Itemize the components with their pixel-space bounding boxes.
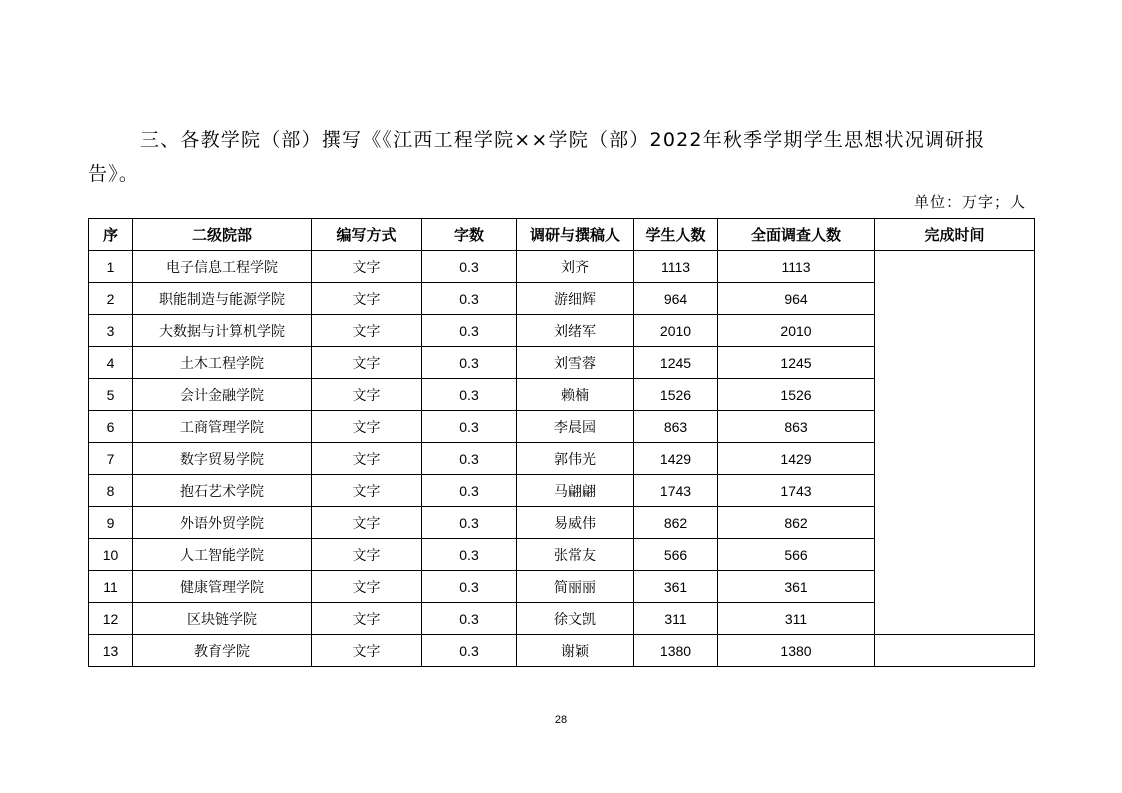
surveyed-count: 1743	[718, 475, 875, 507]
completion-time-cell	[875, 635, 1035, 667]
surveyed-count: 1380	[718, 635, 875, 667]
word-count: 0.3	[422, 411, 517, 443]
surveyed-count: 862	[718, 507, 875, 539]
header-cell: 学生人数	[634, 219, 718, 251]
page-number: 28	[554, 714, 568, 726]
word-count: 0.3	[422, 603, 517, 635]
unit-note: 单位：万字；人	[913, 193, 1026, 211]
row-number: 3	[89, 315, 133, 347]
college-name: 职能制造与能源学院	[133, 283, 312, 315]
word-count: 0.3	[422, 475, 517, 507]
completion-time-cell	[875, 251, 1035, 635]
section-heading: 三、各教学院（部）撰写《《江西工程学院××学院（部）2022年秋季学期学生思想状况调研报告》。	[88, 129, 986, 185]
row-number: 12	[89, 603, 133, 635]
author-name: 易威伟	[517, 507, 634, 539]
row-number: 1	[89, 251, 133, 283]
writing-method: 文字	[312, 379, 422, 411]
college-name: 抱石艺术学院	[133, 475, 312, 507]
surveyed-count: 863	[718, 411, 875, 443]
word-count: 0.3	[422, 251, 517, 283]
college-name: 会计金融学院	[133, 379, 312, 411]
row-number: 13	[89, 635, 133, 667]
author-name: 简丽丽	[517, 571, 634, 603]
author-name: 郭伟光	[517, 443, 634, 475]
surveyed-count: 311	[718, 603, 875, 635]
college-name: 健康管理学院	[133, 571, 312, 603]
word-count: 0.3	[422, 507, 517, 539]
author-name: 刘雪蓉	[517, 347, 634, 379]
row-number: 6	[89, 411, 133, 443]
header-cell: 序	[89, 219, 133, 251]
college-name: 外语外贸学院	[133, 507, 312, 539]
writing-method: 文字	[312, 411, 422, 443]
header-cell: 编写方式	[312, 219, 422, 251]
student-count: 1429	[634, 443, 718, 475]
writing-method: 文字	[312, 539, 422, 571]
college-name: 工商管理学院	[133, 411, 312, 443]
surveyed-count: 566	[718, 539, 875, 571]
word-count: 0.3	[422, 315, 517, 347]
table-row	[89, 635, 1035, 667]
row-number: 5	[89, 379, 133, 411]
row-number: 9	[89, 507, 133, 539]
word-count: 0.3	[422, 347, 517, 379]
student-count: 361	[634, 571, 718, 603]
word-count: 0.3	[422, 635, 517, 667]
college-name: 电子信息工程学院	[133, 251, 312, 283]
row-number: 2	[89, 283, 133, 315]
college-name: 数字贸易学院	[133, 443, 312, 475]
writing-method: 文字	[312, 315, 422, 347]
row-number: 11	[89, 571, 133, 603]
word-count: 0.3	[422, 571, 517, 603]
writing-method: 文字	[312, 251, 422, 283]
author-name: 张常友	[517, 539, 634, 571]
college-name: 土木工程学院	[133, 347, 312, 379]
surveyed-count: 1245	[718, 347, 875, 379]
author-name: 游细辉	[517, 283, 634, 315]
college-name: 教育学院	[133, 635, 312, 667]
surveyed-count: 361	[718, 571, 875, 603]
writing-method: 文字	[312, 571, 422, 603]
header-cell: 字数	[422, 219, 517, 251]
student-count: 566	[634, 539, 718, 571]
author-name: 李晨园	[517, 411, 634, 443]
table-header-row	[89, 219, 1035, 251]
writing-method: 文字	[312, 603, 422, 635]
student-count: 863	[634, 411, 718, 443]
student-count: 311	[634, 603, 718, 635]
author-name: 谢颖	[517, 635, 634, 667]
word-count: 0.3	[422, 443, 517, 475]
row-number: 7	[89, 443, 133, 475]
writing-method: 文字	[312, 347, 422, 379]
header-cell: 二级院部	[133, 219, 312, 251]
row-number: 4	[89, 347, 133, 379]
author-name: 徐文凯	[517, 603, 634, 635]
surveyed-count: 1526	[718, 379, 875, 411]
student-count: 1743	[634, 475, 718, 507]
surveyed-count: 2010	[718, 315, 875, 347]
writing-method: 文字	[312, 635, 422, 667]
author-name: 赖楠	[517, 379, 634, 411]
writing-method: 文字	[312, 443, 422, 475]
author-name: 刘绪军	[517, 315, 634, 347]
student-count: 1113	[634, 251, 718, 283]
writing-method: 文字	[312, 283, 422, 315]
surveyed-count: 964	[718, 283, 875, 315]
college-name: 区块链学院	[133, 603, 312, 635]
word-count: 0.3	[422, 283, 517, 315]
college-name: 人工智能学院	[133, 539, 312, 571]
author-name: 马翩翩	[517, 475, 634, 507]
student-count: 964	[634, 283, 718, 315]
header-cell: 完成时间	[875, 219, 1035, 251]
college-name: 大数据与计算机学院	[133, 315, 312, 347]
header-cell: 全面调查人数	[718, 219, 875, 251]
student-count: 1380	[634, 635, 718, 667]
student-count: 1526	[634, 379, 718, 411]
row-number: 8	[89, 475, 133, 507]
surveyed-count: 1429	[718, 443, 875, 475]
word-count: 0.3	[422, 539, 517, 571]
report-table	[88, 218, 1035, 667]
word-count: 0.3	[422, 379, 517, 411]
student-count: 1245	[634, 347, 718, 379]
student-count: 862	[634, 507, 718, 539]
table-row	[89, 251, 1035, 283]
header-cell: 调研与撰稿人	[517, 219, 634, 251]
writing-method: 文字	[312, 475, 422, 507]
writing-method: 文字	[312, 507, 422, 539]
author-name: 刘齐	[517, 251, 634, 283]
student-count: 2010	[634, 315, 718, 347]
row-number: 10	[89, 539, 133, 571]
surveyed-count: 1113	[718, 251, 875, 283]
